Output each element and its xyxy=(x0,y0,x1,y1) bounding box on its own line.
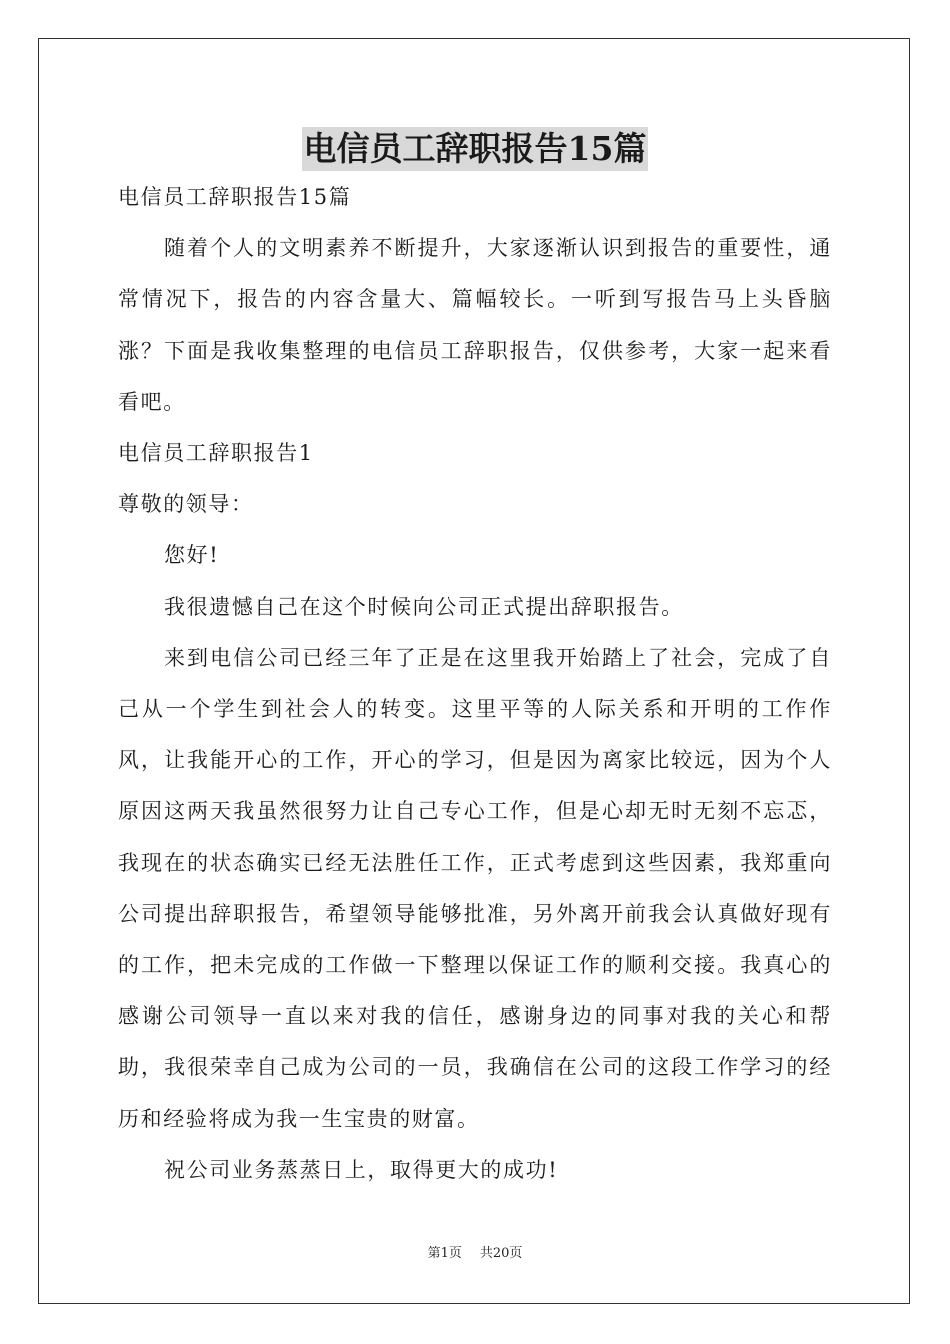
page-number: 第1页 xyxy=(427,1246,462,1261)
document-title-text: 电信员工辞职报告15篇 xyxy=(302,127,649,171)
paragraph-main: 来到电信公司已经三年了正是在这里我开始踏上了社会，完成了自己从一个学生到社会人的转变。这里平等的人际关系和开明的工作作风，让我能开心的工作，开心的学习，但是因为离家比较远，因为个人原因这两天我虽然很努力让自己专心工作，但是心却无时无刻不忘忑，我现在的状态确实已经无法胜任工作，正式考虑到这些因素，我郑重向公司提出辞职报告，希望领导能够批准，另外离开前我会认真做好现有的工作，把未完成的工作做一下整理以保证工作的顺利交接。我真心的感谢公司领导一直以来对我的信任，感谢身边的同事对我的关心和帮助，我很荣幸自己成为公司的一员，我确信在公司的这段工作学习的经历和经验将成为我一生宝贵的财富。 xyxy=(118,645,832,1131)
paragraph-salutation: 尊敬的领导： xyxy=(118,492,254,517)
paragraph-closing: 祝公司业务蒸蒸日上，取得更大的成功! xyxy=(164,1157,559,1182)
document-title xyxy=(0,127,950,171)
document-body xyxy=(118,172,832,1196)
page-total: 共20页 xyxy=(479,1246,523,1261)
paragraph-greeting: 您好! xyxy=(164,543,220,568)
paragraph-subtitle: 电信员工辞职报告15篇 xyxy=(118,185,352,209)
paragraph-intro: 随着个人的文明素养不断提升，大家逐渐认识到报告的重要性，通常情况下，报告的内容含量大、篇幅较长。一听到写报告马上头昏脑涨？下面是我收集整理的电信员工辞职报告，仅供参考，大家一起来看看吧。 xyxy=(118,236,832,414)
page-footer xyxy=(0,1244,950,1264)
paragraph-section-heading: 电信员工辞职报告1 xyxy=(118,441,314,466)
paragraph-opening: 我很遗憾自己在这个时候向公司正式提出辞职报告。 xyxy=(164,594,684,619)
